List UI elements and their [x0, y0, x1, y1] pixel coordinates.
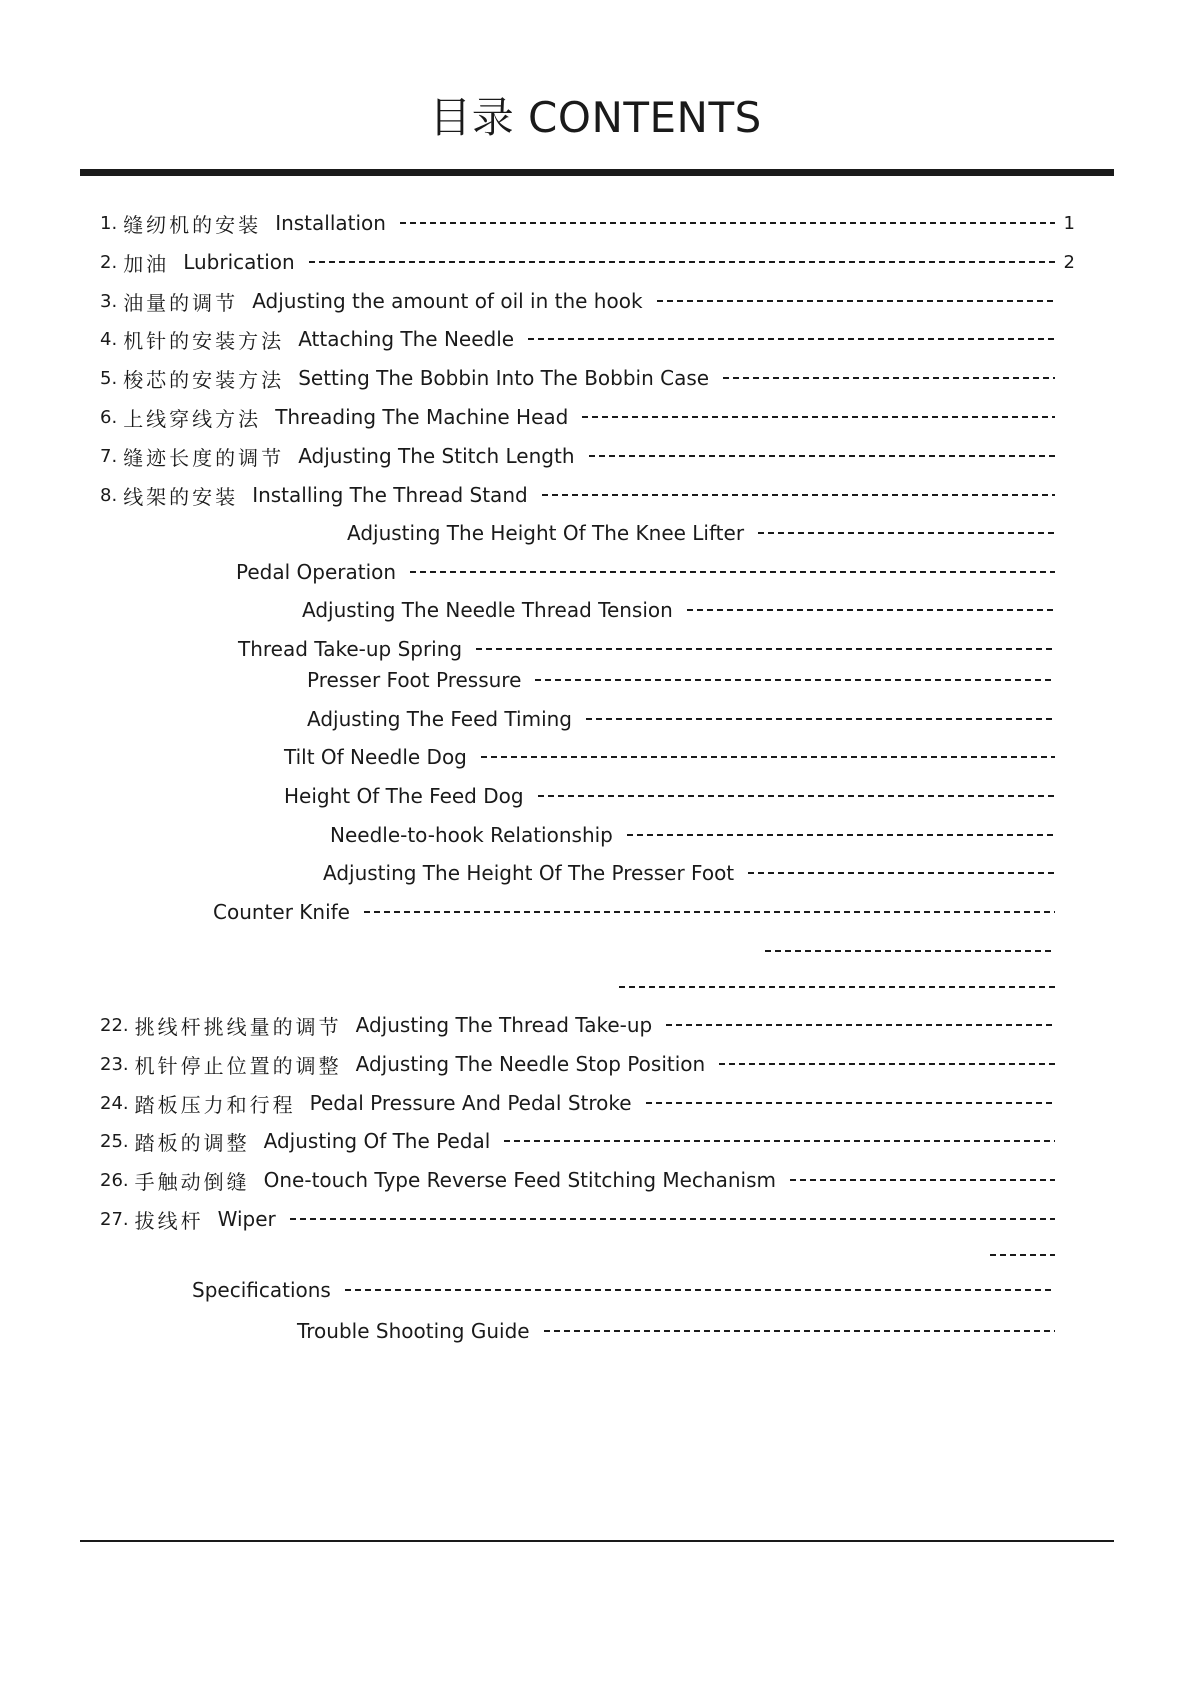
toc-dot-leader — [400, 222, 1055, 224]
toc-entry-chinese-title: 手触动倒缝 — [134, 1169, 250, 1194]
toc-entry-english-title: Installing The Thread Stand — [252, 483, 528, 507]
toc-entry-english-title: Adjusting The Needle Thread Tension — [302, 598, 673, 622]
toc-dot-leader — [657, 300, 1055, 302]
toc-entry — [100, 1090, 1075, 1116]
toc-entry — [100, 1012, 1075, 1038]
toc-entry-chinese-title: 梭芯的安装方法 — [123, 367, 285, 392]
toc-dot-leader — [619, 986, 1055, 988]
toc-entry-number: 24. — [100, 1092, 129, 1114]
toc-entry-number: 26. — [100, 1169, 129, 1191]
toc-entry-english-title: Adjusting The Height Of The Knee Lifter — [347, 521, 745, 545]
toc-entry-chinese-title: 机针的安装方法 — [123, 328, 285, 353]
toc-dot-leader — [309, 261, 1055, 263]
toc-entry — [238, 636, 1075, 662]
toc-entry-english-title: Specifications — [192, 1278, 331, 1302]
toc-entry-chinese-title: 加油 — [123, 251, 170, 276]
toc-entry-chinese-title: 线架的安装 — [123, 484, 239, 509]
toc-entry — [990, 1242, 1075, 1268]
toc-entry-number: 3. — [100, 290, 118, 312]
toc-entry-number: 1. — [100, 212, 118, 234]
toc-entry-english-title: Installation — [275, 211, 386, 235]
toc-entry-chinese-title: 油量的调节 — [123, 290, 239, 315]
toc-dot-leader — [410, 571, 1055, 573]
toc-entry-english-title: Needle-to-hook Relationship — [330, 823, 613, 847]
toc-entry-number: 2. — [100, 251, 118, 273]
toc-entry-chinese-title: 上线穿线方法 — [123, 406, 262, 431]
toc-entry-chinese-title: 缝迹长度的调节 — [123, 445, 285, 470]
toc-entry — [100, 1051, 1075, 1077]
toc-dot-leader — [290, 1218, 1055, 1220]
toc-dot-leader — [364, 911, 1055, 913]
toc-entry-number: 22. — [100, 1014, 129, 1036]
toc-entry — [100, 1206, 1075, 1232]
toc-entry-english-title: Adjusting The Needle Stop Position — [355, 1052, 706, 1076]
toc-dot-leader — [748, 872, 1055, 874]
toc-dot-leader — [504, 1140, 1055, 1142]
toc-entry-chinese-title: 挑线杆挑线量的调节 — [134, 1014, 342, 1039]
toc-dot-leader — [627, 834, 1055, 836]
toc-entry-english-title: Tilt Of Needle Dog — [284, 745, 467, 769]
toc-entry-english-title: Adjusting the amount of oil in the hook — [252, 289, 643, 313]
toc-entry-chinese-title: 机针停止位置的调整 — [134, 1053, 342, 1078]
toc-dot-leader — [723, 377, 1055, 379]
toc-entry-english-title: Adjusting Of The Pedal — [263, 1129, 491, 1153]
toc-dot-leader — [687, 609, 1055, 611]
page-title: 目录 CONTENTS — [429, 93, 762, 142]
toc-dot-leader — [666, 1024, 1055, 1026]
toc-entry — [100, 482, 1075, 508]
toc-entry-number: 7. — [100, 445, 118, 467]
toc-entry-english-title: Lubrication — [183, 250, 295, 274]
toc-dot-leader — [528, 338, 1055, 340]
toc-entry — [765, 938, 1075, 964]
toc-dot-leader — [646, 1102, 1055, 1104]
toc-entry — [100, 365, 1075, 391]
toc-dot-leader — [990, 1254, 1055, 1256]
toc-entry-english-title: Threading The Machine Head — [275, 405, 569, 429]
toc-entry-english-title: Attaching The Needle — [298, 327, 515, 351]
toc-entry — [347, 520, 1075, 546]
toc-dot-leader — [589, 455, 1056, 457]
toc-entry-number: 25. — [100, 1130, 129, 1152]
toc-entry-english-title: Counter Knife — [213, 900, 350, 924]
toc-page-number: 1 — [1063, 212, 1075, 234]
toc-dot-leader — [586, 718, 1055, 720]
toc-entry-english-title: Adjusting The Stitch Length — [298, 444, 575, 468]
toc-entry — [236, 559, 1075, 585]
toc-entry — [284, 744, 1075, 770]
toc-dot-leader — [544, 1330, 1055, 1332]
toc-dot-leader — [765, 950, 1055, 952]
toc-entry-english-title: Adjusting The Feed Timing — [307, 707, 572, 731]
toc-entry — [323, 860, 1075, 886]
toc-entry-english-title: Trouble Shooting Guide — [297, 1319, 530, 1343]
toc-entry — [284, 783, 1075, 809]
toc-entry-english-title: Height Of The Feed Dog — [284, 784, 524, 808]
toc-entry — [302, 597, 1075, 623]
toc-entry-english-title: Adjusting The Height Of The Presser Foot — [323, 861, 735, 885]
toc-dot-leader — [758, 532, 1055, 534]
toc-entry-english-title: Pedal Pressure And Pedal Stroke — [309, 1091, 632, 1115]
toc-dot-leader — [538, 795, 1055, 797]
toc-dot-leader — [535, 679, 1055, 681]
toc-entry — [619, 974, 1075, 1000]
toc-entry-english-title: Adjusting The Thread Take-up — [355, 1013, 653, 1037]
toc-entry-number: 23. — [100, 1053, 129, 1075]
toc-entry — [100, 326, 1075, 352]
toc-entry — [100, 1167, 1075, 1193]
toc-entry-english-title: Thread Take-up Spring — [238, 637, 463, 661]
toc-entry — [192, 1277, 1075, 1303]
toc-dot-leader — [345, 1289, 1055, 1291]
toc-entry — [100, 404, 1075, 430]
toc-entry — [307, 706, 1075, 732]
toc-entry-chinese-title: 踏板的调整 — [134, 1130, 250, 1155]
toc-dot-leader — [481, 756, 1055, 758]
toc-entry-number: 27. — [100, 1208, 129, 1230]
toc-entry-number: 6. — [100, 406, 118, 428]
toc-dot-leader — [542, 494, 1055, 496]
toc-entry-english-title: Wiper — [217, 1207, 276, 1231]
toc-dot-leader — [790, 1179, 1055, 1181]
toc-entry — [100, 443, 1075, 469]
toc-entry-english-title: Setting The Bobbin Into The Bobbin Case — [298, 366, 710, 390]
toc-entry-english-title: Presser Foot Pressure — [307, 668, 522, 692]
toc-entry — [213, 899, 1075, 925]
toc-entry-english-title: One-touch Type Reverse Feed Stitching Mechanism — [263, 1168, 776, 1192]
toc-entry — [100, 210, 1075, 236]
toc-entry-number: 5. — [100, 367, 118, 389]
toc-dot-leader — [719, 1063, 1055, 1065]
toc-entry — [330, 822, 1075, 848]
toc-entry-chinese-title: 拔线杆 — [134, 1208, 204, 1233]
toc-page-number: 2 — [1063, 251, 1075, 273]
toc-entry — [307, 667, 1075, 693]
toc-dot-leader — [476, 648, 1055, 650]
toc-entry — [100, 1128, 1075, 1154]
toc-entry-english-title: Pedal Operation — [236, 560, 397, 584]
toc-entry-number: 8. — [100, 484, 118, 506]
toc-dot-leader — [582, 416, 1055, 418]
toc-entry-number: 4. — [100, 328, 118, 350]
bottom-rule — [80, 1540, 1114, 1542]
toc-entry — [100, 249, 1075, 275]
toc-entry-chinese-title: 缝纫机的安装 — [123, 212, 262, 237]
toc-entry — [297, 1318, 1075, 1344]
toc-entry — [100, 288, 1075, 314]
toc-entry-chinese-title: 踏板压力和行程 — [134, 1092, 296, 1117]
